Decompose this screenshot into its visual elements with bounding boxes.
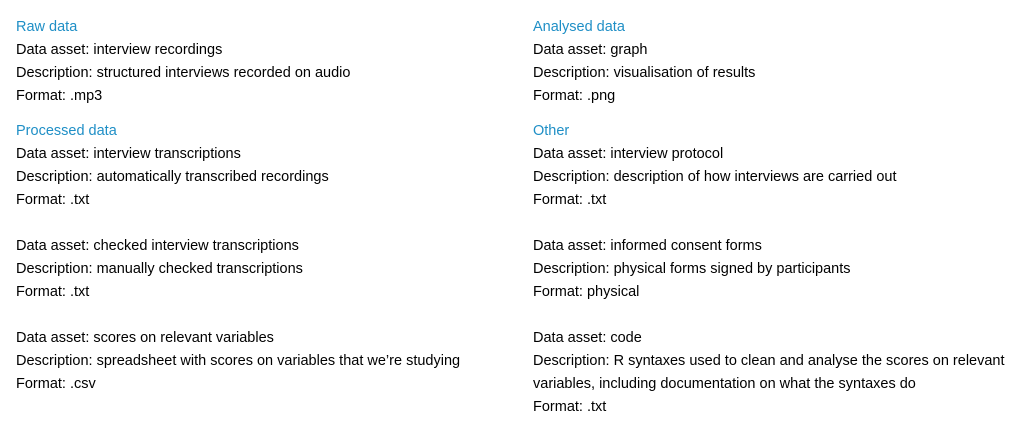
- asset-format: Format: physical: [533, 284, 640, 300]
- section-raw-data: [16, 16, 516, 108]
- asset-name: Data asset: checked interview transcriptions: [16, 238, 299, 254]
- asset-block: [533, 143, 1021, 212]
- asset-block: [16, 235, 516, 304]
- asset-description: Description: spreadsheet with scores on variables that we’re studying: [16, 353, 461, 369]
- asset-format: Format: .mp3: [16, 88, 103, 104]
- asset-block: [533, 327, 1021, 419]
- section-heading-raw-data: Raw data: [16, 19, 78, 35]
- section-analysed-data: [533, 16, 1021, 108]
- asset-name: Data asset: interview transcriptions: [16, 146, 241, 162]
- left-column: [16, 16, 516, 408]
- asset-name: Data asset: scores on relevant variables: [16, 330, 274, 346]
- asset-name: Data asset: code: [533, 330, 642, 346]
- asset-description: Description: manually checked transcriptions: [16, 261, 303, 277]
- asset-description: Description: R syntaxes used to clean and analyse the scores on relevant variables, including documentation on what the syntaxes do: [533, 353, 1005, 392]
- asset-name: Data asset: interview protocol: [533, 146, 724, 162]
- asset-description: Description: visualisation of results: [533, 65, 756, 81]
- asset-description: Description: description of how interviews are carried out: [533, 169, 897, 185]
- section-other: [533, 120, 1021, 419]
- asset-block: [16, 327, 516, 396]
- asset-description: Description: physical forms signed by participants: [533, 261, 851, 277]
- asset-format: Format: .txt: [16, 192, 90, 208]
- asset-block: [533, 235, 1021, 304]
- asset-name: Data asset: graph: [533, 42, 648, 58]
- section-heading-processed-data: Processed data: [16, 123, 117, 139]
- asset-block: [533, 39, 1021, 108]
- asset-format: Format: .txt: [533, 192, 607, 208]
- asset-block: [16, 39, 516, 108]
- asset-format: Format: .csv: [16, 376, 96, 392]
- asset-format: Format: .txt: [533, 399, 607, 415]
- section-heading-analysed-data: Analysed data: [533, 19, 625, 35]
- section-processed-data: [16, 120, 516, 396]
- asset-name: Data asset: informed consent forms: [533, 238, 762, 254]
- asset-block: [16, 143, 516, 212]
- asset-format: Format: .txt: [16, 284, 90, 300]
- section-heading-other: Other: [533, 123, 570, 139]
- right-column: [533, 16, 1021, 431]
- asset-name: Data asset: interview recordings: [16, 42, 223, 58]
- asset-format: Format: .png: [533, 88, 616, 104]
- asset-description: Description: structured interviews recorded on audio: [16, 65, 351, 81]
- asset-description: Description: automatically transcribed recordings: [16, 169, 329, 185]
